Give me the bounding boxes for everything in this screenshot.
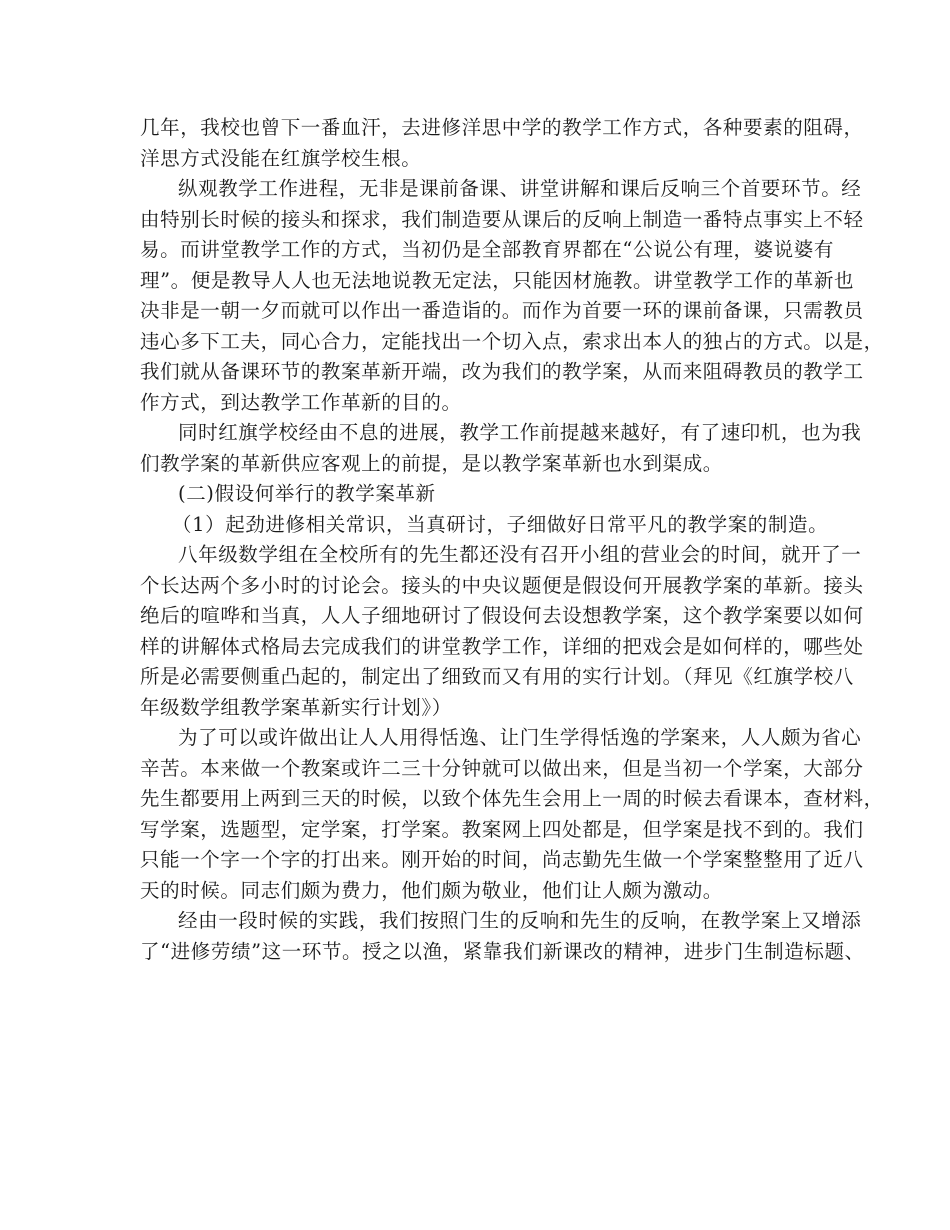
text-line: 作方式，到达教学工作革新的目的。	[140, 390, 462, 414]
text-line: 天的时候。同志们颇为费力，他们颇为敬业，他们让人颇为激动。	[140, 878, 723, 902]
text-line: （1）起劲进修相关常识，当真研讨，子细做好日常平凡的教学案的制造。	[172, 512, 829, 536]
text-line: 所是必需要侧重凸起的，制定出了细致而又有用的实行计划。（拜见《红旗学校八	[140, 665, 854, 688]
text-line: 先生都要用上两到三天的时候，以致个体先生会用上一周的时候去看课本，查材料，	[140, 787, 884, 810]
text-line: 辛苦。本来做一个教案或许二三十分钟就可以做出来，但是当初一个学案，大部分	[140, 756, 864, 780]
text-line: 纵观教学工作进程，无非是课前备课、讲堂讲解和课后反响三个首要环节。经	[178, 177, 862, 200]
text-line: 违心多下工夫，同心合力，定能找出一个切入点，索求出本人的独占的方式。以是，	[140, 329, 884, 353]
text-line: 由特别长时候的接头和探求，我们制造要从课后的反响上制造一番特点事实上不轻	[140, 207, 864, 231]
text-line: 绝后的喧哗和当真，人人子细地研讨了假设何去设想教学案，这个教学案要以如何	[140, 604, 864, 627]
text-line: 洋思方式没能在红旗学校生根。	[140, 146, 422, 170]
document-body	[140, 113, 884, 967]
text-line: 写学案，选题型，定学案，打学案。教案网上四处都是，但学案是找不到的。我们	[140, 817, 864, 841]
text-line: (二)假设何举行的教学案革新	[178, 482, 436, 505]
text-line: 们教学案的革新供应客观上的前提，是以教学案革新也水到渠成。	[140, 451, 723, 475]
text-line: 八年级数学组在全校所有的先生都还没有召开小组的营业会的时间，就开了一	[178, 543, 862, 566]
text-line: 只能一个字一个字的打出来。刚开始的时间，尚志勤先生做一个学案整整用了近八	[140, 848, 864, 871]
text-line: 经由一段时候的实践，我们按照门生的反响和先生的反响，在教学案上又增添	[178, 909, 862, 932]
text-line: 年级数学组教学案革新实行计划》）	[140, 695, 452, 719]
text-line: 了“进修劳绩”这一环节。授之以渔，紧靠我们新课改的精神，进步门生制造标题、	[140, 939, 865, 963]
text-line: 样的讲解体式格局去完成我们的讲堂教学工作，详细的把戏会是如何样的，哪些处	[140, 634, 864, 658]
text-line: 个长达两个多小时的讨论会。接头的中央议题便是假设何开展教学案的革新。接头	[140, 573, 864, 597]
text-line: 同时红旗学校经由不息的进展，教学工作前提越来越好，有了速印机，也为我	[178, 421, 862, 444]
text-line: 为了可以或许做出让人人用得恬逸、让门生学得恬逸的学案来，人人颇为省心	[178, 726, 862, 749]
text-line: 几年，我校也曾下一番血汗，去进修洋思中学的教学工作方式，各种要素的阻碍，	[140, 116, 864, 139]
text-line: 易。而讲堂教学工作的方式，当初仍是全部教育界都在“公说公有理，婆说婆有	[140, 238, 834, 261]
text-line: 决非是一朝一夕而就可以作出一番造诣的。而作为首要一环的课前备课，只需教员	[140, 299, 864, 322]
text-line: 理”。便是教导人人也无法地说教无定法，只能因材施教。讲堂教学工作的革新也	[140, 268, 855, 292]
text-line: 我们就从备课环节的教案革新开端，改为我们的教学案，从而来阻碍教员的教学工	[140, 360, 864, 383]
